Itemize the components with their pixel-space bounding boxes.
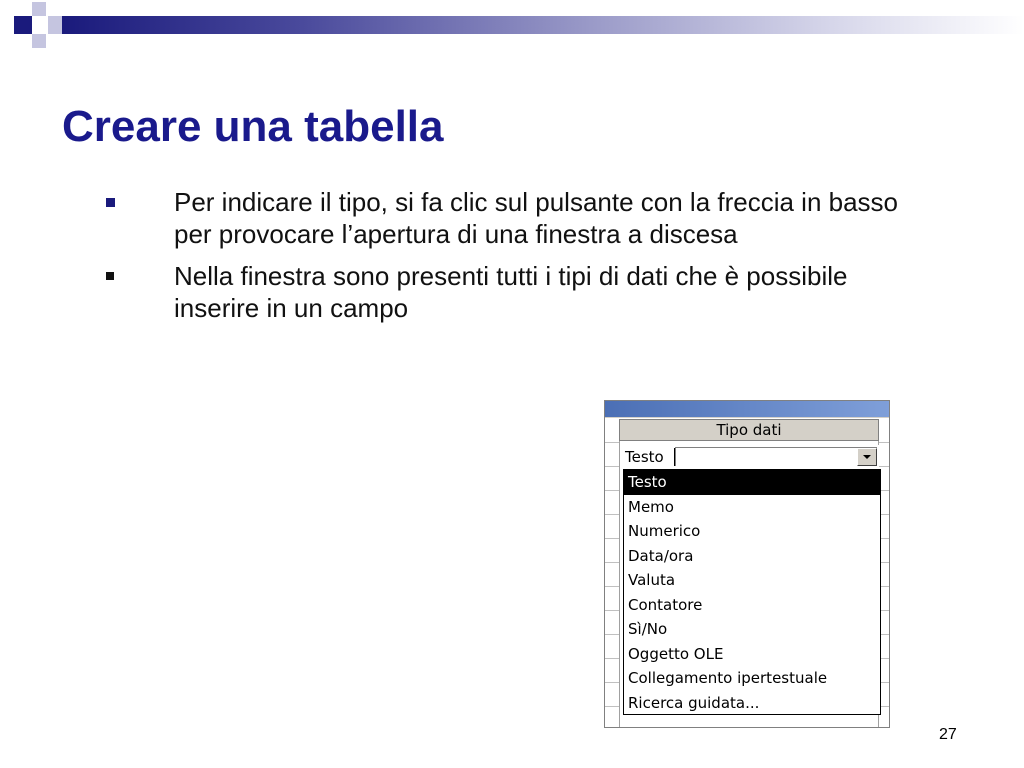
square-bullet-icon [106,198,115,207]
column-header-tipo-dati[interactable]: Tipo dati [619,419,879,441]
combobox-inset-border [675,447,877,466]
bullet-text: Nella finestra sono presenti tutti i tipi di dati che è possibile inserire in un campo [174,261,848,323]
dropdown-button[interactable] [857,448,877,466]
square-bullet-icon [106,272,114,280]
list-option-testo[interactable]: Testo [624,470,880,495]
list-option-data-ora[interactable]: Data/ora [628,546,694,565]
decorative-square [32,34,46,48]
data-type-value: Testo [625,448,664,466]
bullet-list [100,186,920,334]
data-type-dropdown-list [623,469,881,715]
list-option-valuta[interactable]: Valuta [628,571,676,589]
slide-title: Creare una tabella [62,102,444,151]
bullet-item [100,186,920,250]
window-title-bar [605,401,889,418]
bullet-text: Per indicare il tipo, si fa clic sul pulsante con la freccia in basso per provocare l’apertura di una finestra a discesa [174,187,899,249]
list-option-collegamento-ipertestuale[interactable]: Collegamento ipertestuale [628,669,828,687]
list-option-contatore[interactable]: Contatore [628,595,703,614]
decorative-square [14,16,32,34]
list-option-numerico[interactable]: Numerico [628,522,701,540]
decorative-square [32,2,46,16]
access-table-design-screenshot [604,400,890,728]
list-option-ricerca-guidata[interactable]: Ricerca guidata... [628,693,760,712]
list-option-oggetto-ole[interactable]: Oggetto OLE [628,644,724,663]
header-gradient-bar [62,16,1024,34]
list-option-memo[interactable]: Memo [628,497,674,516]
bullet-item [100,260,920,324]
grid-left-column [605,419,620,727]
list-option-si-no[interactable]: Sì/No [628,620,668,638]
decorative-square [48,16,62,34]
chevron-down-icon [863,455,871,459]
data-type-combobox[interactable] [621,445,879,469]
slide-number: 27 [939,726,957,743]
